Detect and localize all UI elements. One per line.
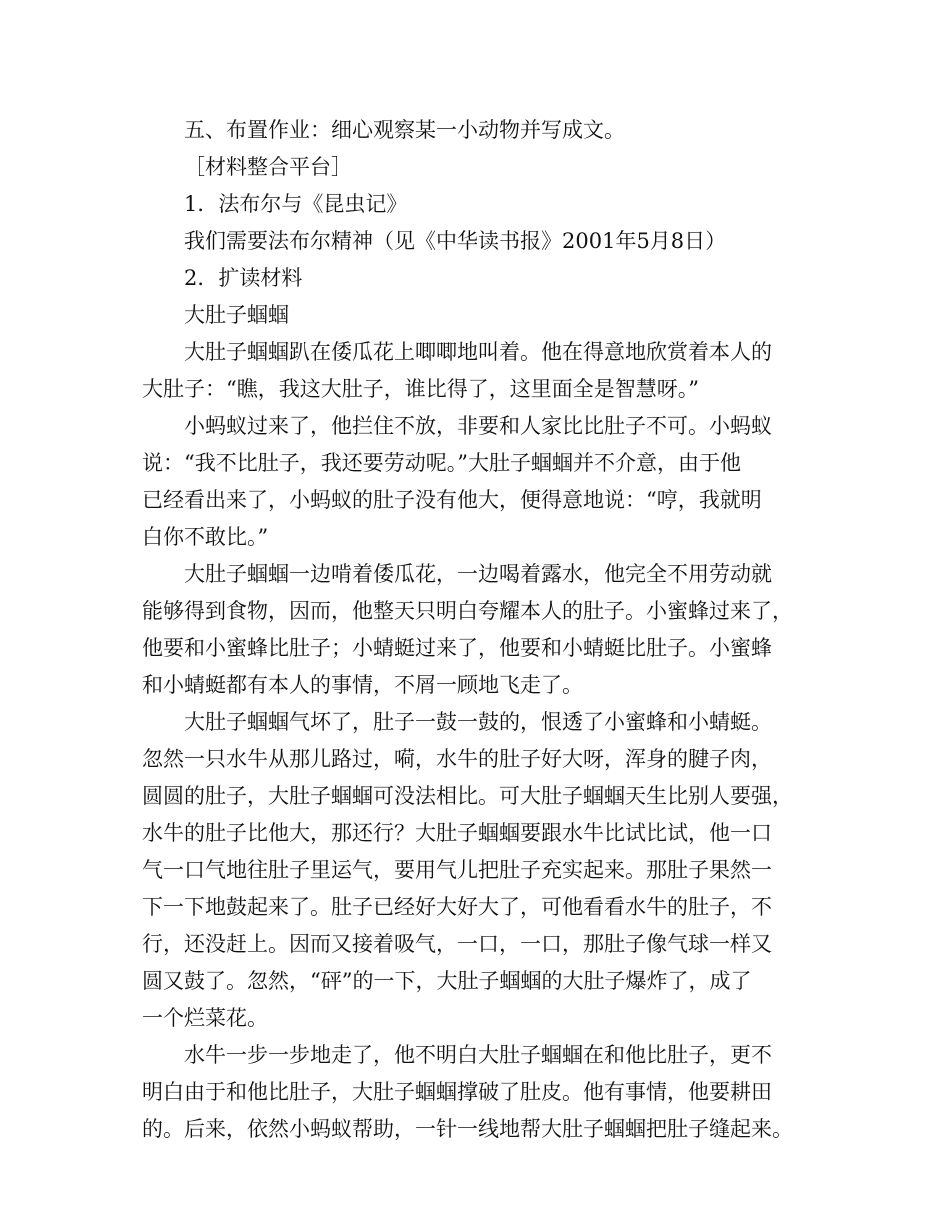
- paragraph-3: [142, 556, 832, 704]
- paragraph-line: 他要和小蜜蜂比肚子；小蜻蜓过来了，他要和小蜻蜓比肚子。小蜜蜂: [142, 636, 772, 660]
- paragraph-line: 圆又鼓了。忽然，“砰”的一下，大肚子蝈蝈的大肚子爆炸了，成了: [142, 969, 752, 993]
- paragraph-2: [142, 408, 832, 556]
- paragraph-line: 小蚂蚁过来了，他拦住不放，非要和人家比比肚子不可。小蚂蚁: [184, 414, 772, 438]
- item1-text: 我们需要法布尔精神（见《中华读书报》2001年5月8日）: [184, 229, 727, 253]
- story-title: 大肚子蝈蝈: [184, 303, 289, 327]
- paragraph-line: 水牛的肚子比他大，那还行？大肚子蝈蝈要跟水牛比试比试，他一口: [142, 821, 772, 845]
- paragraph-1: [142, 334, 832, 408]
- paragraph-line: 白你不敢比。”: [142, 525, 269, 549]
- paragraph-line: 圆圆的肚子，大肚子蝈蝈可没法相比。可大肚子蝈蝈天生比别人要强，: [142, 784, 793, 808]
- paragraph-4: [142, 704, 832, 1037]
- item1-title: 1．法布尔与《昆虫记》: [184, 192, 408, 216]
- paragraph-line: 下一下地鼓起来了。肚子已经好大好大了，可他看看水牛的肚子，不: [142, 895, 772, 919]
- paragraph-line: 大肚子：“瞧，我这大肚子，谁比得了，这里面全是智慧呀。”: [142, 377, 699, 401]
- paragraph-line: 大肚子蝈蝈气坏了，肚子一鼓一鼓的，恨透了小蜜蜂和小蜻蜓。: [184, 710, 772, 734]
- paragraph-line: 水牛一步一步地走了，他不明白大肚子蝈蝈在和他比肚子，更不: [184, 1043, 772, 1067]
- paragraph-line: 大肚子蝈蝈趴在倭瓜花上唧唧地叫着。他在得意地欣赏着本人的: [184, 340, 772, 364]
- item2-title: 2．扩读材料: [184, 266, 303, 290]
- homework-line: 五、布置作业：细心观察某一小动物并写成文。: [184, 118, 625, 142]
- paragraph-line: 行，还没赶上。因而又接着吸气，一口，一口，那肚子像气球一样又: [142, 932, 772, 956]
- paragraph-line: 和小蜻蜓都有本人的事情，不屑一顾地飞走了。: [142, 673, 583, 697]
- paragraph-line: 能够得到食物，因而，他整天只明白夸耀本人的肚子。小蜜蜂过来了，: [142, 599, 793, 623]
- paragraph-5: [142, 1037, 832, 1148]
- paragraph-line: 一个烂菜花。: [142, 1006, 268, 1030]
- paragraph-line: 气一口气地往肚子里运气，要用气儿把肚子充实起来。那肚子果然一: [142, 858, 772, 882]
- paragraph-line: 大肚子蝈蝈一边啃着倭瓜花，一边喝着露水，他完全不用劳动就: [184, 562, 772, 586]
- paragraph-line: 的。后来，依然小蚂蚁帮助，一针一线地帮大肚子蝈蝈把肚子缝起来。: [142, 1117, 793, 1141]
- paragraph-line: 说：“我不比肚子，我还要劳动呢。”大肚子蝈蝈并不介意，由于他: [142, 451, 741, 475]
- paragraph-line: 已经看出来了，小蚂蚁的肚子没有他大，便得意地说：“哼，我就明: [142, 488, 762, 512]
- section-title: ［材料整合平台］: [184, 155, 352, 179]
- document-body: [142, 112, 832, 1148]
- paragraph-line: 忽然一只水牛从那儿路过，嗬，水牛的肚子好大呀，浑身的腱子肉，: [142, 747, 772, 771]
- paragraph-line: 明白由于和他比肚子，大肚子蝈蝈撑破了肚皮。他有事情，他要耕田: [142, 1080, 772, 1104]
